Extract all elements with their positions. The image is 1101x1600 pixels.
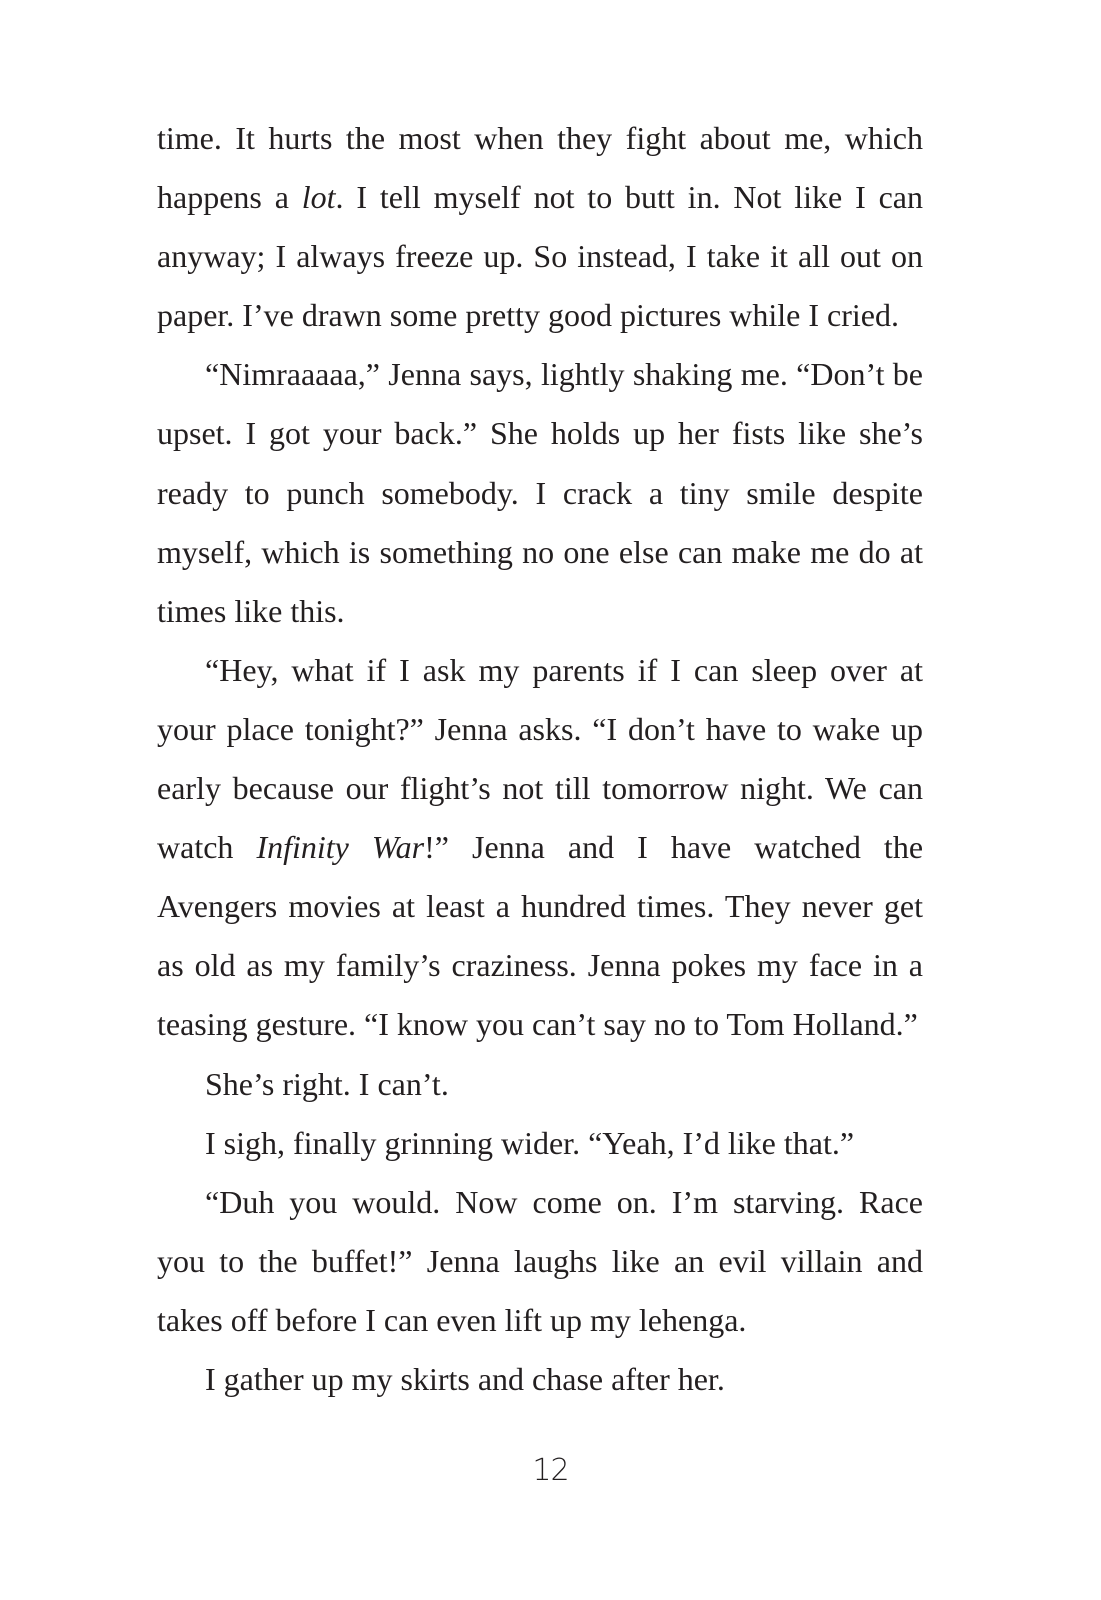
emphasis-text: lot	[301, 179, 336, 216]
body-text	[157, 109, 923, 1409]
emphasis-text: Infinity War	[256, 829, 425, 866]
paragraph	[157, 1173, 923, 1350]
text-run: “Hey, what if I ask my parents if I can sleep over at your place tonight?” Jenna asks. “I don’t have to wake up early because our flight’s not till tomorrow night. We can watch	[157, 651, 923, 866]
paragraph	[157, 641, 923, 1055]
paragraph-continuation	[157, 109, 923, 345]
text-run: She’s right. I can’t.	[205, 1065, 449, 1102]
paragraph	[157, 1114, 923, 1173]
text-run: “Nimraaaaa,” Jenna says, lightly shaking me. “Don’t be upset. I got your back.” She holds up her fists like she’s ready to punch somebody. I crack a tiny smile despite myself, which is something no one else can make me do at times like this.	[157, 356, 923, 629]
text-run: I sigh, finally grinning wider. “Yeah, I’d like that.”	[205, 1124, 855, 1161]
text-run: . I tell myself not to butt in. Not like I can anyway; I always freeze up. So instead, I take it all out on paper. I’ve drawn some pretty good pictures while I cried.	[157, 179, 924, 334]
paragraph	[157, 345, 923, 640]
paragraph	[157, 1350, 923, 1409]
text-run: “Duh you would. Now come on. I’m starving. Race you to the buffet!” Jenna laughs like an evil villain and takes off before I can even lift up my lehenga.	[157, 1183, 923, 1338]
page-number: 12	[532, 1453, 569, 1488]
paragraph	[157, 1055, 923, 1114]
text-run: !” Jenna and I have watched the Avengers movies at least a hundred times. They never get as old as my family’s craziness. Jenna pokes my face in a teasing gesture. “I know you can’t say no to Tom Holland.”	[157, 829, 924, 1043]
text-run: I gather up my skirts and chase after her.	[205, 1360, 725, 1397]
text-run: time. It hurts the most when they fight about me, which happens a	[157, 120, 923, 216]
